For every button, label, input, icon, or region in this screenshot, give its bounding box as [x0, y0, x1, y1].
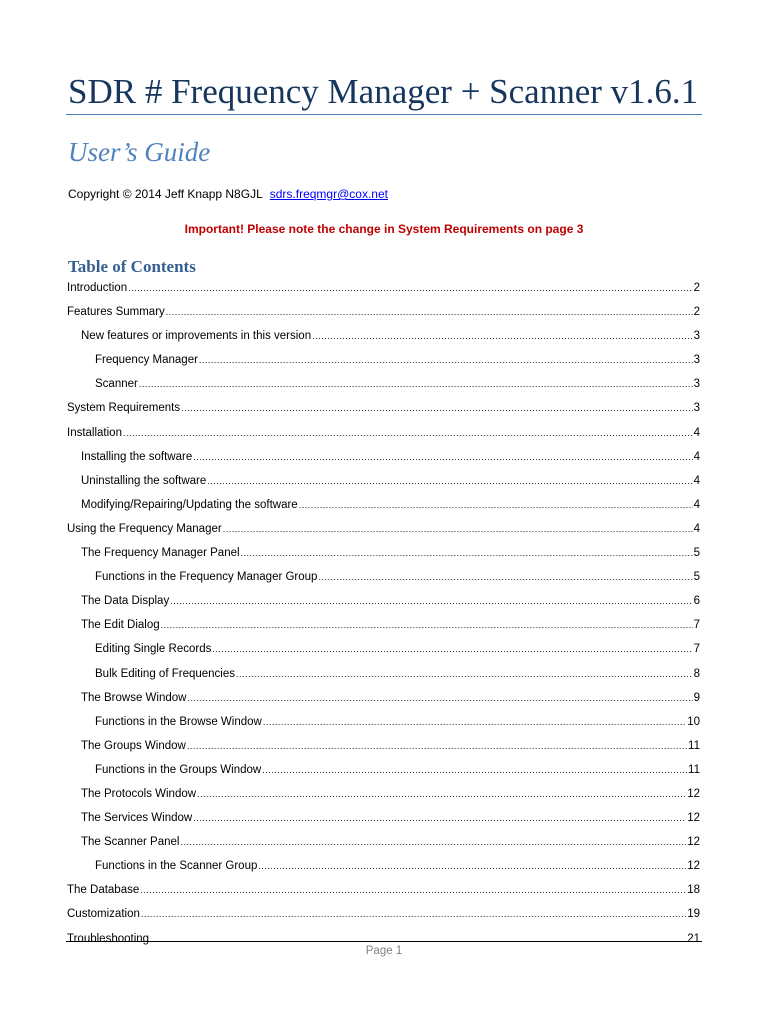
toc-entry-page-number: 4: [693, 474, 700, 487]
toc-entry-page-number: 7: [693, 619, 700, 632]
toc-entry-page-number: 11: [688, 763, 700, 776]
toc-entry-page-number: 8: [693, 667, 700, 680]
toc-dot-leader: [197, 786, 686, 802]
toc-dot-leader: [318, 569, 692, 585]
toc-entry[interactable]: [67, 280, 700, 304]
toc-entry-label: The Edit Dialog: [81, 619, 160, 632]
toc-entry-page-number: 6: [693, 595, 700, 608]
toc-entry-label: Functions in the Scanner Group: [95, 860, 258, 873]
toc-entry-label: Customization: [67, 908, 140, 921]
toc-dot-leader: [139, 376, 693, 392]
toc-entry-label: Using the Frequency Manager: [67, 522, 222, 535]
toc-entry-page-number: 12: [687, 860, 700, 873]
toc-entry-label: System Requirements: [67, 402, 181, 415]
document-title: SDR # Frequency Manager + Scanner v1.6.1: [68, 72, 699, 111]
toc-dot-leader: [181, 400, 692, 416]
toc-dot-leader: [263, 714, 686, 730]
toc-dot-leader: [258, 858, 686, 874]
toc-entry[interactable]: [67, 449, 700, 473]
toc-entry[interactable]: [67, 617, 700, 641]
toc-dot-leader: [241, 545, 693, 561]
toc-dot-leader: [223, 521, 693, 537]
toc-entry-page-number: 5: [693, 571, 700, 584]
toc-entry-label: The Browse Window: [81, 691, 187, 704]
toc-entry-page-number: 9: [693, 691, 700, 704]
toc-entry-page-number: 12: [687, 787, 700, 800]
toc-dot-leader: [207, 473, 692, 489]
toc-entry[interactable]: [67, 714, 700, 738]
toc-entry-page-number: 2: [693, 282, 700, 294]
toc-dot-leader: [236, 666, 693, 682]
title-underline: [66, 114, 702, 115]
toc-entry-page-number: 10: [687, 715, 700, 728]
toc-entry-label: The Frequency Manager Panel: [81, 547, 240, 560]
toc-dot-leader: [128, 280, 692, 296]
toc-entry[interactable]: [67, 521, 700, 545]
toc-dot-leader: [187, 690, 692, 706]
toc-entry-label: The Data Display: [81, 595, 170, 608]
toc-dot-leader: [123, 425, 693, 441]
toc-entry-label: Functions in the Browse Window: [95, 715, 262, 728]
footer-rule: [66, 941, 702, 942]
toc-entry[interactable]: [67, 593, 700, 617]
toc-dot-leader: [180, 834, 686, 850]
toc-entry-label: Functions in the Frequency Manager Group: [95, 571, 318, 584]
toc-dot-leader: [299, 497, 693, 513]
toc-entry-page-number: 4: [693, 426, 700, 439]
toc-dot-leader: [141, 906, 686, 922]
toc-entry[interactable]: [67, 738, 700, 762]
toc-entry-page-number: 3: [693, 378, 700, 391]
toc-entry[interactable]: [67, 352, 700, 376]
copyright-text: Copyright © 2014 Jeff Knapp N8GJL: [68, 187, 263, 201]
important-notice: Important! Please note the change in System Requirements on page 3: [184, 222, 584, 236]
toc-entry[interactable]: [67, 569, 700, 593]
toc-entry[interactable]: [67, 882, 700, 906]
toc-entry[interactable]: [67, 690, 700, 714]
toc-entry[interactable]: [67, 473, 700, 497]
toc-entry-page-number: 18: [687, 884, 700, 897]
toc-entry-label: Functions in the Groups Window: [95, 763, 262, 776]
toc-entry-label: Editing Single Records: [95, 643, 212, 656]
toc-entry-label: Uninstalling the software: [81, 474, 207, 487]
toc-entry[interactable]: [67, 810, 700, 834]
copyright-line: [68, 186, 388, 202]
toc-entry[interactable]: [67, 376, 700, 400]
toc-entry-page-number: 3: [693, 354, 700, 367]
toc-entry-page-number: 3: [693, 402, 700, 415]
toc-entry-label: Modifying/Repairing/Updating the software: [81, 498, 298, 511]
toc-entry-page-number: 21: [687, 932, 700, 945]
document-subtitle: User’s Guide: [68, 137, 211, 167]
toc-dot-leader: [193, 449, 692, 465]
toc-dot-leader: [161, 617, 693, 633]
toc-heading: Table of Contents: [68, 257, 196, 276]
toc-entry-page-number: 19: [687, 908, 700, 921]
toc-dot-leader: [312, 328, 693, 344]
toc-entry-label: The Scanner Panel: [81, 836, 180, 849]
toc-entry[interactable]: [67, 328, 700, 352]
toc-entry[interactable]: [67, 425, 700, 449]
toc-entry-page-number: 7: [693, 643, 700, 656]
toc-entry-label: Scanner: [95, 378, 138, 391]
toc-entry-page-number: 5: [693, 547, 700, 560]
toc-dot-leader: [212, 641, 692, 657]
toc-entry[interactable]: [67, 641, 700, 665]
toc-entry[interactable]: [67, 400, 700, 424]
toc-entry-page-number: 4: [693, 498, 700, 511]
toc-dot-leader: [193, 810, 686, 826]
toc-entry-label: Introduction: [67, 282, 128, 294]
toc-dot-leader: [170, 593, 692, 609]
toc-entry-label: The Protocols Window: [81, 787, 197, 800]
toc-entry-page-number: 3: [693, 330, 700, 343]
toc-entry-label: The Services Window: [81, 812, 193, 825]
toc-entry-page-number: 12: [687, 812, 700, 825]
toc-dot-leader: [199, 352, 693, 368]
toc-dot-leader: [140, 882, 686, 898]
toc-dot-leader: [262, 762, 687, 778]
toc-entry[interactable]: [67, 304, 700, 328]
toc-entry[interactable]: [67, 666, 700, 690]
toc-entry-page-number: 11: [688, 739, 700, 752]
toc-entry-page-number: 12: [687, 836, 700, 849]
toc-dot-leader: [166, 304, 693, 320]
toc-entry-label: The Groups Window: [81, 739, 186, 752]
toc-dot-leader: [187, 738, 687, 754]
toc-entry-label: Troubleshooting: [67, 932, 150, 945]
toc-entry[interactable]: [67, 858, 700, 882]
author-email-link[interactable]: sdrs.freqmgr@cox.net: [269, 187, 388, 201]
toc-entry-label: The Database: [67, 884, 140, 897]
toc-entry-page-number: 4: [693, 522, 700, 535]
toc-entry[interactable]: [67, 834, 700, 858]
toc-entry[interactable]: [67, 786, 700, 810]
toc-entry[interactable]: [67, 545, 700, 569]
page-number: Page 1: [365, 945, 403, 957]
table-of-contents: [67, 280, 700, 955]
toc-entry-page-number: 2: [693, 306, 700, 319]
toc-entry-label: Frequency Manager: [95, 354, 198, 367]
toc-entry-label: Installation: [67, 426, 122, 439]
toc-entry[interactable]: [67, 906, 700, 930]
toc-entry-label: New features or improvements in this version: [81, 330, 312, 343]
toc-entry-label: Bulk Editing of Frequencies: [95, 667, 235, 680]
toc-entry-page-number: 4: [693, 450, 700, 463]
toc-entry-label: Features Summary: [67, 306, 165, 319]
toc-entry[interactable]: [67, 762, 700, 786]
toc-entry[interactable]: [67, 497, 700, 521]
toc-entry-label: Installing the software: [81, 450, 193, 463]
